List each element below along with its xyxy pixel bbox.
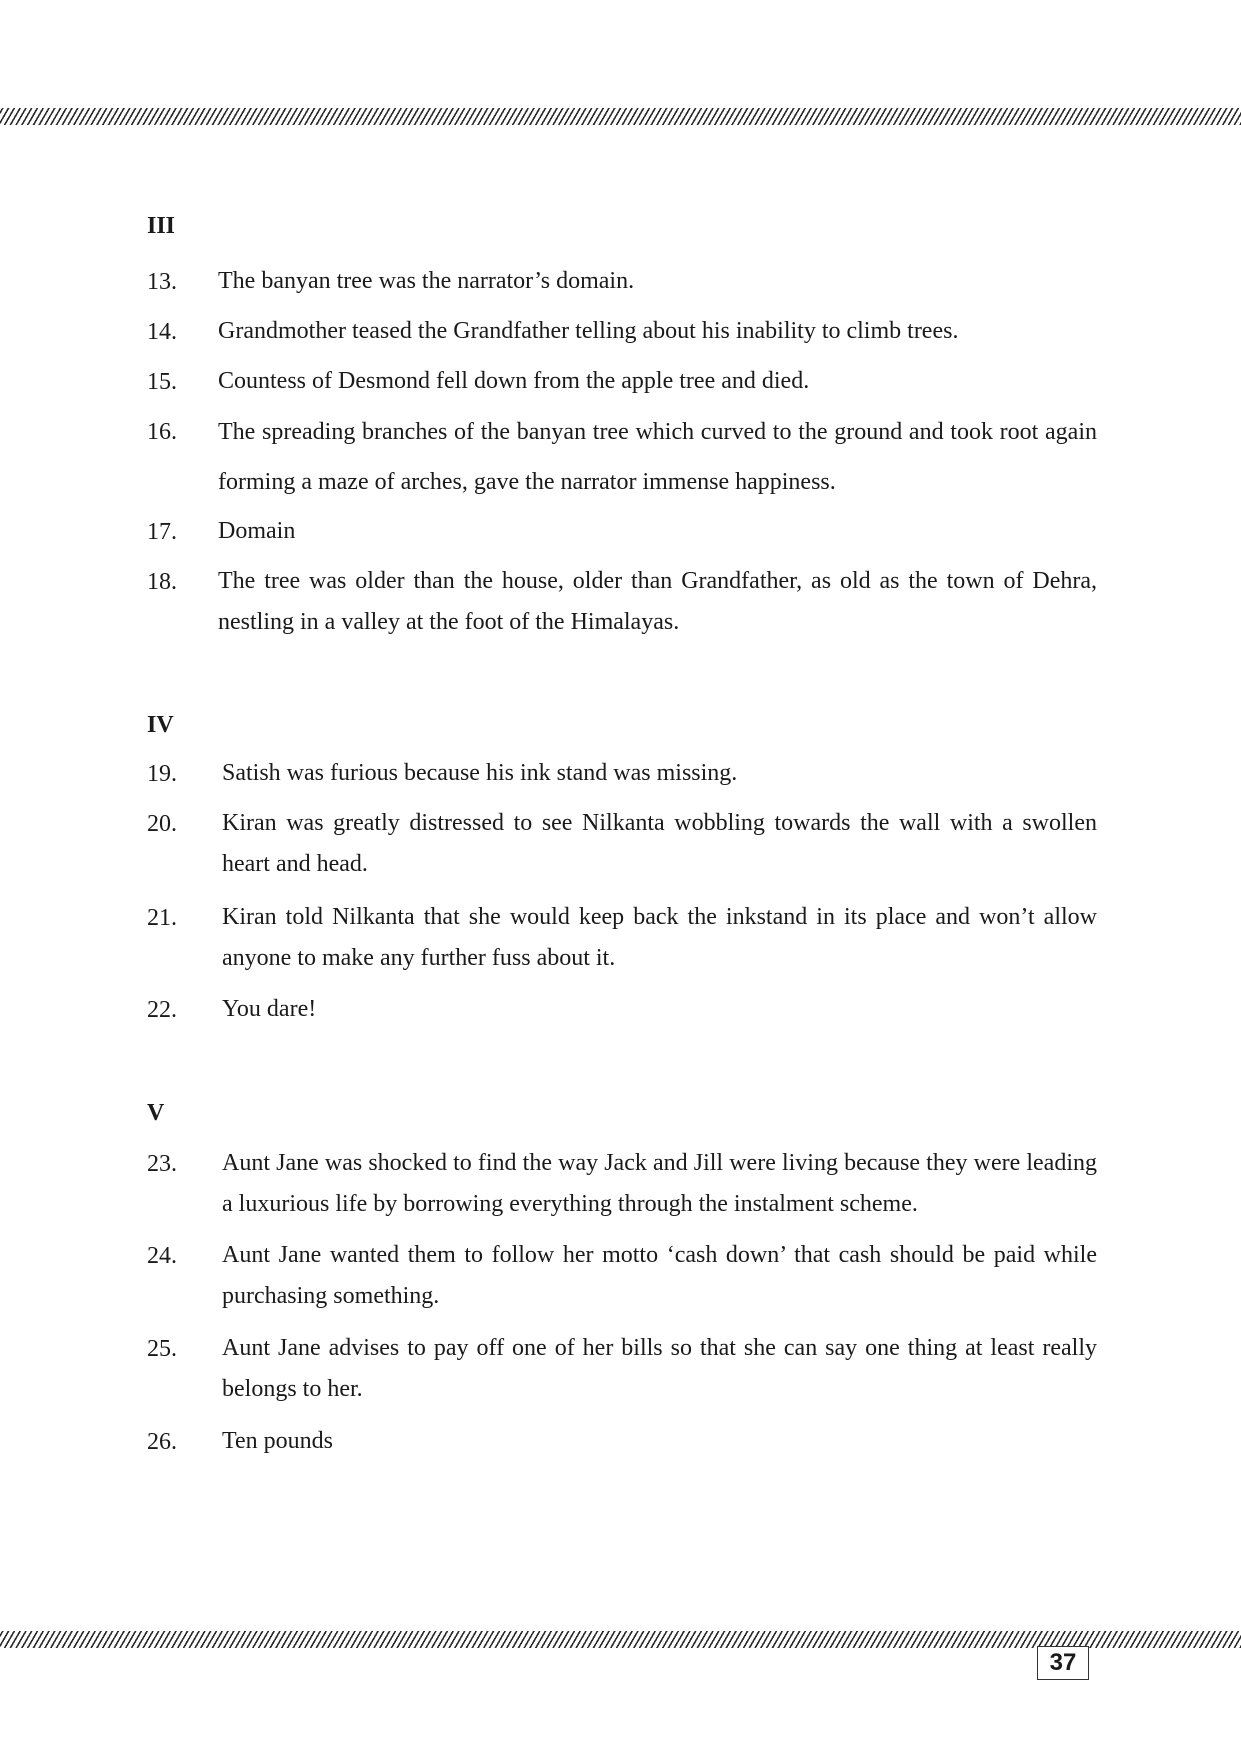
item-text: The banyan tree was the narrator’s domain. bbox=[218, 268, 635, 294]
answer-item bbox=[147, 996, 1097, 1030]
answer-item bbox=[147, 368, 1097, 402]
item-text: Aunt Jane was shocked to find the way Jack and Jill were living because they were leading a luxurious life by borrowing everything through the instalment scheme. bbox=[222, 1150, 1097, 1217]
item-number: 21. bbox=[147, 905, 177, 931]
item-text: Ten pounds bbox=[222, 1428, 333, 1454]
answer-item bbox=[147, 1335, 1097, 1410]
item-number: 25. bbox=[147, 1336, 177, 1362]
item-number: 23. bbox=[147, 1151, 177, 1177]
answer-item bbox=[147, 810, 1097, 885]
answer-item bbox=[147, 268, 1097, 302]
item-number: 14. bbox=[147, 319, 177, 345]
item-number: 24. bbox=[147, 1243, 177, 1269]
page-number: 37 bbox=[1037, 1646, 1089, 1680]
item-text: Kiran was greatly distressed to see Nilkanta wobbling towards the wall with a swollen heart and head. bbox=[222, 810, 1097, 877]
answer-item bbox=[147, 760, 1097, 794]
answer-item bbox=[147, 1242, 1097, 1317]
item-text: Countess of Desmond fell down from the apple tree and died. bbox=[218, 368, 810, 394]
item-text: The tree was older than the house, older than Grandfather, as old as the town of Dehra, nestling in a valley at the foot of the Himalayas. bbox=[218, 568, 1097, 635]
item-number: 15. bbox=[147, 369, 177, 395]
item-number: 22. bbox=[147, 997, 177, 1023]
item-number: 26. bbox=[147, 1429, 177, 1455]
item-text: You dare! bbox=[222, 996, 317, 1022]
answer-item bbox=[147, 568, 1097, 643]
answer-item bbox=[147, 418, 1097, 507]
item-text: Kiran told Nilkanta that she would keep back the inkstand in its place and won’t allow anyone to make any further fuss about it. bbox=[222, 904, 1097, 971]
item-number: 20. bbox=[147, 811, 177, 837]
answer-item bbox=[147, 318, 1097, 352]
item-text: Satish was furious because his ink stand was missing. bbox=[222, 760, 738, 786]
item-number: 19. bbox=[147, 761, 177, 787]
section-heading-v: V bbox=[147, 1100, 165, 1126]
top-decorative-border bbox=[0, 108, 1241, 125]
section-heading-iv: IV bbox=[147, 712, 174, 738]
item-number: 16. bbox=[147, 419, 177, 445]
item-text: The spreading branches of the banyan tree which curved to the ground and took root again forming a maze of arches, gave the narrator immense happiness. bbox=[218, 419, 1097, 495]
item-number: 17. bbox=[147, 519, 177, 545]
answer-item bbox=[147, 518, 1097, 552]
item-text: Domain bbox=[218, 518, 296, 544]
answer-item bbox=[147, 1150, 1097, 1225]
item-number: 13. bbox=[147, 269, 177, 295]
item-text: Aunt Jane wanted them to follow her motto ‘cash down’ that cash should be paid while purchasing something. bbox=[222, 1242, 1097, 1309]
item-number: 18. bbox=[147, 569, 177, 595]
answer-item bbox=[147, 1428, 1097, 1462]
section-heading-iii: III bbox=[147, 213, 176, 239]
item-text: Grandmother teased the Grandfather telling about his inability to climb trees. bbox=[218, 318, 959, 344]
item-text: Aunt Jane advises to pay off one of her bills so that she can say one thing at least really belongs to her. bbox=[222, 1335, 1097, 1402]
answer-item bbox=[147, 904, 1097, 979]
